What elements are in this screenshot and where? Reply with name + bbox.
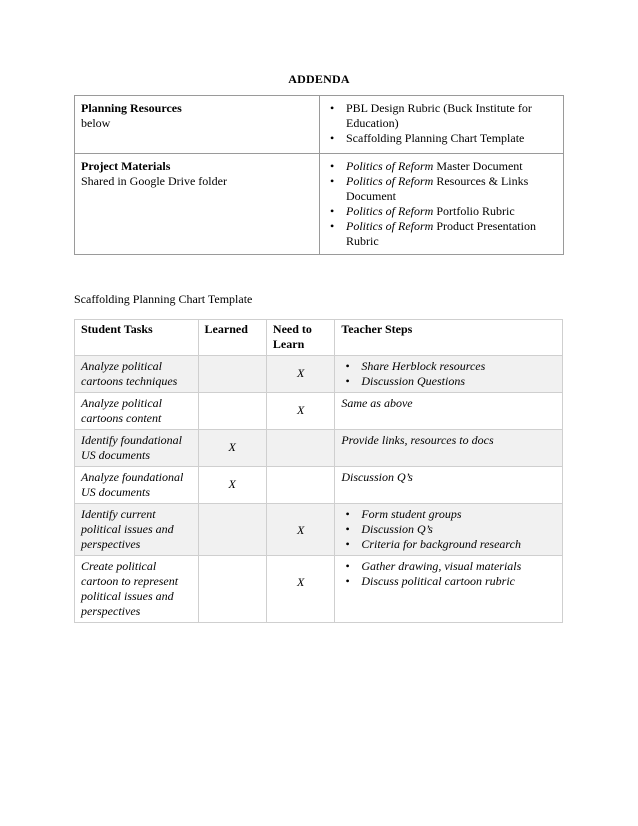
list-item: • Discussion Q’s — [361, 522, 556, 537]
steps-list — [341, 507, 556, 552]
need-cell — [266, 467, 334, 504]
learned-cell — [198, 504, 266, 556]
addenda-row-planning-resources — [75, 96, 564, 154]
list-item: • Gather drawing, visual materials — [361, 559, 556, 574]
addenda-items-cell — [320, 96, 564, 154]
task-cell: Analyze political cartoons content — [75, 393, 199, 430]
addenda-row-project-materials — [75, 154, 564, 255]
list-item: • Discussion Questions — [361, 374, 556, 389]
header-need-to-learn: Need to Learn — [266, 320, 334, 356]
addenda-table — [74, 95, 564, 255]
need-cell: X — [266, 556, 334, 623]
table-row — [75, 430, 563, 467]
task-cell: Identify current political issues and perspectives — [75, 504, 199, 556]
addenda-list — [326, 101, 557, 146]
list-item: • Politics of Reform Master Document — [346, 159, 557, 174]
steps-cell — [335, 556, 563, 623]
steps-list — [341, 359, 556, 389]
table-row — [75, 393, 563, 430]
header-student-tasks: Student Tasks — [75, 320, 199, 356]
steps-cell — [335, 504, 563, 556]
addenda-label-cell — [75, 154, 320, 255]
steps-cell: Same as above — [335, 393, 563, 430]
table-row — [75, 556, 563, 623]
header-teacher-steps: Teacher Steps — [335, 320, 563, 356]
addenda-sublabel: Shared in Google Drive folder — [81, 174, 227, 188]
addenda-label: Project Materials — [81, 159, 171, 173]
learned-cell — [198, 356, 266, 393]
list-item: • Politics of Reform Product Presentation Rubric — [346, 219, 557, 249]
scaffold-table — [74, 319, 563, 623]
learned-cell: X — [198, 467, 266, 504]
steps-cell: Discussion Q’s — [335, 467, 563, 504]
learned-cell — [198, 393, 266, 430]
table-row — [75, 356, 563, 393]
list-item: • PBL Design Rubric (Buck Institute for Education) — [346, 101, 557, 131]
list-item: • Politics of Reform Portfolio Rubric — [346, 204, 557, 219]
need-cell: X — [266, 356, 334, 393]
table-row — [75, 467, 563, 504]
page-title: ADDENDA — [288, 72, 350, 86]
list-item: • Politics of Reform Resources & Links Document — [346, 174, 557, 204]
steps-list — [341, 559, 556, 589]
steps-cell — [335, 356, 563, 393]
steps-cell: Provide links, resources to docs — [335, 430, 563, 467]
task-cell: Analyze political cartoons techniques — [75, 356, 199, 393]
need-cell — [266, 430, 334, 467]
addenda-label: Planning Resources — [81, 101, 182, 115]
list-item: • Discuss political cartoon rubric — [361, 574, 556, 589]
addenda-label-cell — [75, 96, 320, 154]
addenda-sublabel: below — [81, 116, 111, 130]
addenda-items-cell — [320, 154, 564, 255]
list-item: • Share Herblock resources — [361, 359, 556, 374]
addenda-list — [326, 159, 557, 249]
table-header-row — [75, 320, 563, 356]
learned-cell — [198, 556, 266, 623]
list-item: • Form student groups — [361, 507, 556, 522]
need-cell: X — [266, 504, 334, 556]
list-item: • Scaffolding Planning Chart Template — [346, 131, 557, 146]
list-item: • Criteria for background research — [361, 537, 556, 552]
task-cell: Identify foundational US documents — [75, 430, 199, 467]
task-cell: Create political cartoon to represent political issues and perspectives — [75, 556, 199, 623]
scaffold-caption: Scaffolding Planning Chart Template — [74, 292, 253, 306]
need-cell: X — [266, 393, 334, 430]
header-learned: Learned — [198, 320, 266, 356]
table-row — [75, 504, 563, 556]
task-cell: Analyze foundational US documents — [75, 467, 199, 504]
learned-cell: X — [198, 430, 266, 467]
